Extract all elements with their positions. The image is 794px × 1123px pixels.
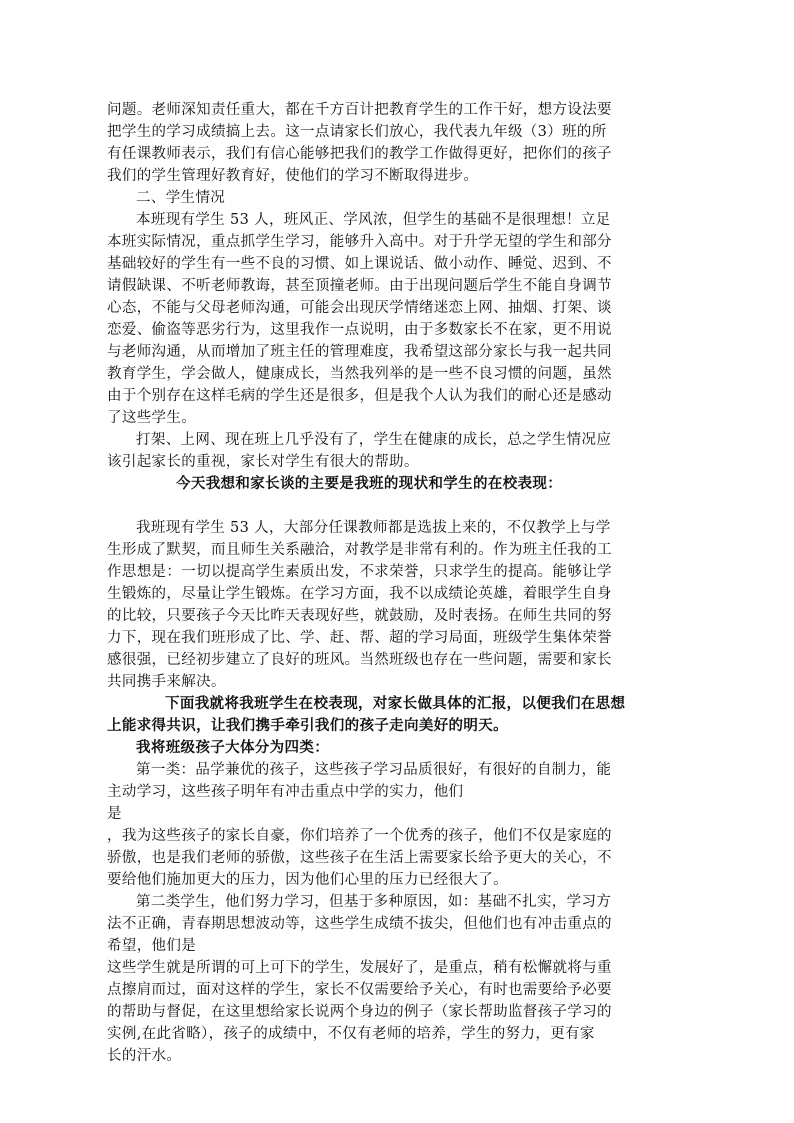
text-line: 长的汗水。: [107, 1048, 182, 1064]
bold-text-line: 下面我就将我班学生在校表现，对家长做具体的汇报，以便我们在思想: [165, 695, 626, 712]
text-line: 的比较，只要孩子今天比昨天表现好些，就鼓励，及时表扬。在师生共同的努: [107, 608, 612, 624]
text-line: 作思想是：一切以提高学生素质出发，不求荣誉，只求学生的提高。能够让学: [107, 564, 612, 580]
text-line: 基础较好的学生有一些不良的习惯、如上课说话、做小动作、睡觉、迟到、不: [107, 256, 612, 272]
text-line: 由于个别存在这样毛病的学生还是很多，但是我个人认为我们的耐心还是感动: [107, 388, 612, 404]
text-line: 把学生的学习成绩搞上去。这一点请家长们放心，我代表九年级（3）班的所: [107, 124, 607, 140]
text-line: 本班现有学生 53 人，班风正、学风浓，但学生的基础不是很理想！立足: [136, 212, 611, 228]
bold-heading: 今天我想和家长谈的主要是我班的现状和学生的在校表现：: [176, 475, 563, 492]
text-line: 第一类：品学兼优的孩子，这些孩子学习品质很好，有很好的自制力，能: [136, 762, 612, 778]
bold-text-line: 上能求得共识，让我们携手牵引我们的孩子走向美好的明天。: [107, 717, 508, 734]
text-line: 点擦肩而过，面对这样的学生，家长不仅需要给予关心，有时也需要给予必要: [107, 982, 612, 998]
text-line: 第二类学生，他们努力学习，但基于多种原因，如：基础不扎实，学习方: [136, 894, 612, 910]
text-line: 共同携手来解决。: [107, 674, 226, 690]
text-line: ，我为这些孩子的家长自豪，你们培养了一个优秀的孩子，他们不仅是家庭的: [107, 828, 612, 844]
text-line: 法不正确，青春期思想波动等，这些学生成绩不拔尖，但他们也有冲击重点的: [107, 916, 612, 932]
text-line: 生形成了默契，而且师生关系融洽，对教学是非常有利的。作为班主任我的工: [107, 542, 612, 558]
text-line: 心态，不能与父母老师沟通，可能会出现厌学情绪迷恋上网、抽烟、打架、谈: [107, 300, 612, 316]
text-line: 力下，现在我们班形成了比、学、赶、帮、超的学习局面，班级学生集体荣誉: [107, 630, 612, 646]
text-line: 恋爱、偷盗等恶劣行为，这里我作一点说明，由于多数家长不在家，更不用说: [107, 322, 612, 338]
text-line: 生锻炼的，尽量让学生锻炼。在学习方面，我不以成绩论英雄，着眼学生自身: [107, 586, 612, 602]
text-line: 感很强，已经初步建立了良好的班风。当然班级也存在一些问题，需要和家长: [107, 652, 612, 668]
text-line: 这些学生就是所谓的可上可下的学生，发展好了，是重点，稍有松懈就将与重: [107, 960, 612, 976]
text-line: 我班现有学生 53 人，大部分任课教师都是选拔上来的，不仅教学上与学: [136, 520, 611, 536]
text-line: 请假缺课、不听老师教诲，甚至顶撞老师。由于出现问题后学生不能自身调节: [107, 278, 612, 294]
bold-heading: 我将班级孩子大体分为四类：: [136, 739, 330, 756]
text-line: 希望，他们是: [107, 938, 197, 954]
text-line: 与老师沟通，从而增加了班主任的管理难度，我希望这部分家长与我一起共同: [107, 344, 612, 360]
text-line: 要给他们施加更大的压力，因为他们心里的压力已经很大了。: [107, 872, 508, 888]
section-heading: 二、学生情况: [136, 190, 226, 206]
text-line: 该引起家长的重视，家长对学生有很大的帮助。: [107, 454, 419, 470]
text-line: 的帮助与督促，在这里想给家长说两个身边的例子（家长帮助监督孩子学习的: [107, 1004, 612, 1020]
text-line: 本班实际情况，重点抓学生学习，能够升入高中。对于升学无望的学生和部分: [107, 234, 612, 250]
text-line: 骄傲，也是我们老师的骄傲，这些孩子在生活上需要家长给予更大的关心，不: [107, 850, 612, 866]
text-line: 教育学生，学会做人，健康成长，当然我列举的是一些不良习惯的问题，虽然: [107, 366, 612, 382]
text-line: 是: [107, 806, 122, 822]
text-line: 实例,在此省略），孩子的成绩中，不仅有老师的培养，学生的努力，更有家: [107, 1026, 595, 1042]
text-line: 打架、上网、现在班上几乎没有了，学生在健康的成长，总之学生情况应: [136, 432, 612, 448]
text-line: 问题。老师深知责任重大，都在千方百计把教育学生的工作干好，想方设法要: [107, 102, 612, 118]
text-line: 有任课教师表示，我们有信心能够把我们的教学工作做得更好，把你们的孩子: [107, 146, 612, 162]
text-line: 我们的学生管理好教育好，使他们的学习不断取得进步。: [107, 168, 479, 184]
text-line: 了这些学生。: [107, 410, 197, 426]
text-line: 主动学习，这些孩子明年有冲击重点中学的实力，他们: [107, 784, 464, 800]
